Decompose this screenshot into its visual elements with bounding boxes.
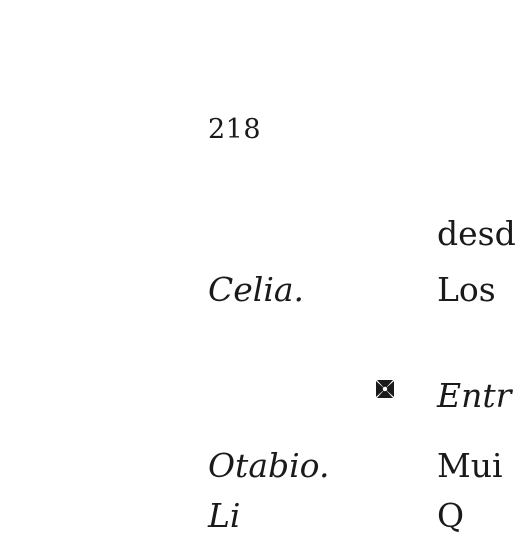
speaker-name: Otabio. xyxy=(208,446,330,485)
maltese-cross-icon xyxy=(374,378,396,400)
verse-line: desd xyxy=(437,214,516,253)
verse-line: Mui xyxy=(437,446,503,485)
verse-line: Q xyxy=(437,496,465,535)
speaker-name: Li xyxy=(208,496,241,535)
stage-direction: Entr xyxy=(437,376,512,415)
speaker-name: Celia. xyxy=(208,270,305,309)
page-number: 218 xyxy=(208,114,262,145)
verse-line: Los xyxy=(437,270,496,309)
